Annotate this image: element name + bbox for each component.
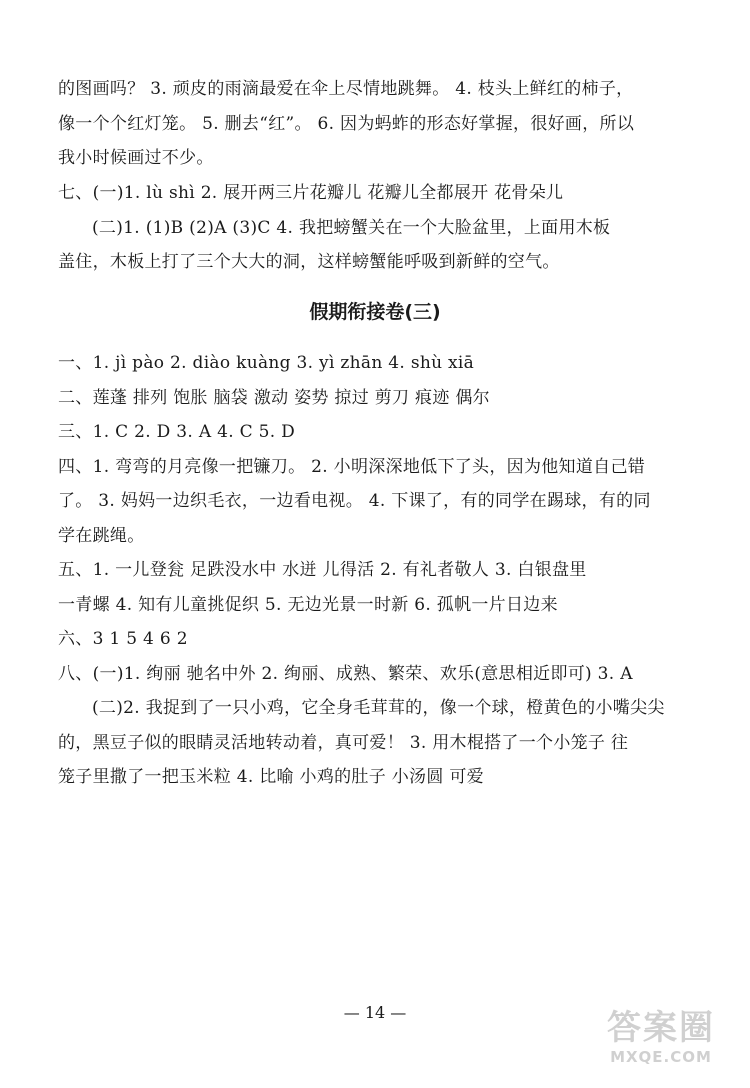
answer-line-eight-part-2: (二)2. 我捉到了一只小鸡，它全身毛茸茸的，像一个球，橙黄色的小嘴尖尖	[92, 698, 665, 718]
answer-line-two: 二、莲蓬 排列 饱胀 脑袋 激动 姿势 掠过 剪刀 痕迹 偶尔	[58, 388, 490, 408]
answer-line: 我小时候画过不少。	[58, 148, 214, 168]
answer-line-eight-part-1: 八、(一)1. 绚丽 驰名中外 2. 绚丽、成熟、繁荣、欢乐(意思相近即可) 3. A	[58, 664, 633, 684]
answer-line-six: 六、3 1 5 4 6 2	[58, 629, 188, 649]
section-title: 假期衔接卷(三)	[309, 301, 441, 323]
answer-line-seven-part-1: 七、(一)1. lù shì 2. 展开两三片花瓣儿 花瓣儿全都展开 花骨朵儿	[58, 183, 564, 203]
answer-line-four: 四、1. 弯弯的月亮像一把镰刀。 2. 小明深深地低下了头，因为他知道自己错	[58, 457, 646, 477]
answer-line: 一青螺 4. 知有儿童挑促织 5. 无边光景一时新 6. 孤帆一片日边来	[58, 595, 558, 615]
answer-line-seven-part-2: (二)1. (1)B (2)A (3)C 4. 我把螃蟹关在一个大脸盆里，上面用木板	[92, 218, 611, 238]
answer-line: 学在跳绳。	[58, 526, 145, 546]
answer-line: 了。 3. 妈妈一边织毛衣，一边看电视。 4. 下课了，有的同学在踢球，有的同	[58, 491, 651, 511]
watermark-logo	[586, 1008, 736, 1078]
answer-line-one: 一、1. jì pào 2. diào kuàng 3. yì zhān 4. shù xiā	[58, 353, 475, 373]
watermark-logo-text: 答案圈	[607, 1008, 715, 1048]
answer-line-five: 五、1. 一儿登瓮 足跌没水中 水迸 儿得活 2. 有礼者敬人 3. 白银盘里	[58, 560, 587, 580]
answer-line: 像一个个红灯笼。 5. 删去“红”。 6. 因为蚂蚱的形态好掌握，很好画，所以	[58, 114, 635, 134]
answer-line: 的图画吗？ 3. 顽皮的雨滴最爱在伞上尽情地跳舞。 4. 枝头上鲜红的柿子，	[58, 79, 634, 99]
answer-line-three: 三、1. C 2. D 3. A 4. C 5. D	[58, 422, 296, 442]
watermark-url: MXQE.COM	[610, 1048, 712, 1066]
answer-line: 的，黑豆子似的眼睛灵活地转动着，真可爱！ 3. 用木棍搭了一个小笼子 往	[58, 733, 629, 753]
answer-line: 笼子里撒了一把玉米粒 4. 比喻 小鸡的肚子 小汤圆 可爱	[58, 767, 484, 787]
answer-line: 盖住，木板上打了三个大大的洞，这样螃蟹能呼吸到新鲜的空气。	[58, 252, 560, 272]
page-number: — 14 —	[343, 1003, 407, 1022]
